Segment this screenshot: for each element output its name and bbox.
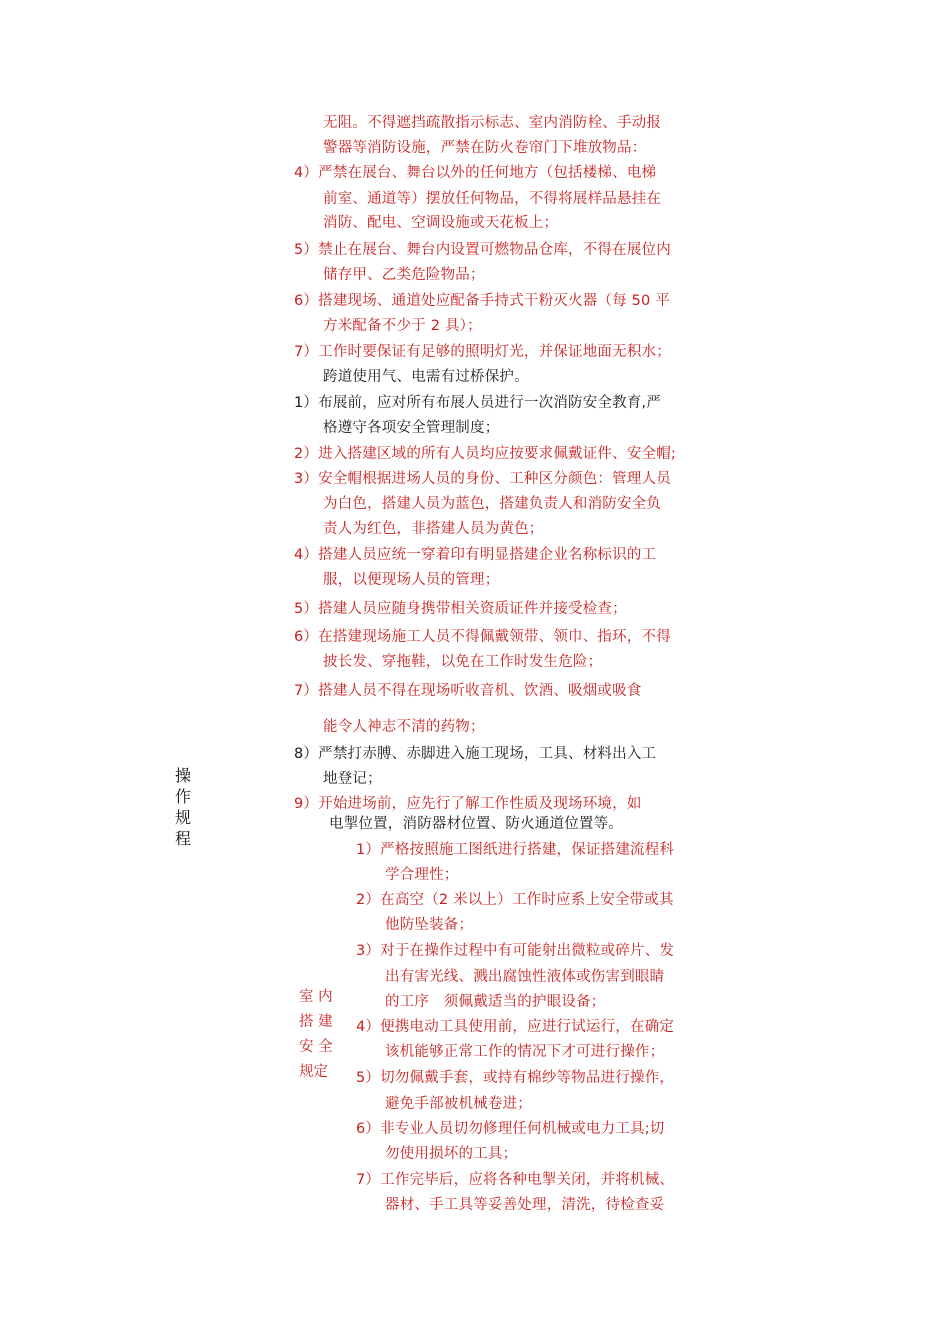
text-line: 服，以便现场人员的管理； [323, 572, 500, 588]
text-line: 1）布展前，应对所有布展人员进行一次消防安全教育,严 [294, 395, 662, 411]
text-line: 7）工作时要保证有足够的照明灯光，并保证地面无积水； [294, 344, 671, 360]
text-line: 披长发、穿拖鞋，以免在工作时发生危险； [323, 654, 603, 670]
text-line: 出有害光线、溅出腐蚀性液体或伤害到眼睛 [385, 969, 665, 985]
side-label-char-1: 操 [174, 766, 191, 785]
text-line: 8）严禁打赤膊、赤脚进入施工现场，工具、材料出入工 [294, 746, 657, 762]
text-line: 5）禁止在展台、舞台内设置可燃物品仓库，不得在展位内 [294, 242, 671, 258]
text-line: 1）严格按照施工图纸进行搭建，保证搭建流程科 [356, 842, 675, 858]
side-label-char-3: 规 [174, 808, 191, 827]
side-label-char-2: 作 [174, 787, 191, 806]
sub-label-line-2: 搭 建 [299, 1014, 333, 1030]
text-line: 5）切勿佩戴手套，或持有棉纱等物品进行操作， [356, 1070, 675, 1086]
text-line: 前室、通道等）摆放任何物品，不得将展样品悬挂在 [323, 191, 662, 207]
text-line: 方米配备不少于 2 具）； [323, 318, 482, 334]
text-line: 5）搭建人员应随身携带相关资质证件并接受检查； [294, 601, 627, 617]
text-line: 学合理性； [385, 867, 459, 883]
text-line: 的工序 须佩戴适当的护眼设备； [385, 994, 606, 1010]
text-line: 6）非专业人员切勿修理任何机械或电力工具;切 [356, 1121, 665, 1137]
text-line: 9）开始进场前，应先行了解工作性质及现场环境，如 [294, 796, 642, 812]
text-line: 6）搭建现场、通道处应配备手持式干粉灭火器（每 50 平 [294, 293, 670, 309]
sub-label-line-4: 规定 [299, 1064, 328, 1080]
text-line: 无阻。不得遮挡疏散指示标志、室内消防栓、手动报 [323, 115, 662, 131]
text-line: 消防、配电、空调设施或天花板上； [323, 215, 559, 231]
text-line: 2）在高空（2 米以上）工作时应系上安全带或其 [356, 892, 674, 908]
text-line: 能令人神志不清的药物； [323, 719, 485, 735]
text-line: 4）严禁在展台、舞台以外的任何地方（包括楼梯、电梯 [294, 165, 657, 181]
text-line: 储存甲、乙类危险物品； [323, 267, 485, 283]
text-line: 电掣位置，消防器材位置、防火通道位置等。 [329, 816, 623, 832]
text-line: 地登记； [323, 771, 382, 787]
text-line: 勿使用损坏的工具； [385, 1146, 518, 1162]
text-line: 4）搭建人员应统一穿着印有明显搭建企业名称标识的工 [294, 547, 657, 563]
text-line: 该机能够正常工作的情况下才可进行操作； [385, 1044, 665, 1060]
text-line: 3）对于在操作过程中有可能射出微粒或碎片、发 [356, 943, 675, 959]
text-line: 避免手部被机械卷进； [385, 1096, 532, 1112]
text-line: 4）便携电动工具使用前，应进行试运行，在确定 [356, 1019, 675, 1035]
text-line: 警器等消防设施，严禁在防火卷帘门下堆放物品： [323, 140, 647, 156]
text-line: 3）安全帽根据进场人员的身份、工种区分颜色：管理人员 [294, 471, 671, 487]
text-line: 7）搭建人员不得在现场听收音机、饮酒、吸烟或吸食 [294, 683, 642, 699]
sub-label-line-3: 安 全 [299, 1039, 333, 1055]
text-line: 责人为红色，非搭建人员为黄色； [323, 521, 544, 537]
text-line: 7）工作完毕后，应将各种电掣关闭，并将机械、 [356, 1172, 675, 1188]
text-line: 2）进入搭建区域的所有人员均应按要求佩戴证件、安全帽; [294, 446, 677, 462]
text-line: 跨道使用气、电需有过桥保护。 [323, 369, 529, 385]
text-line: 6）在搭建现场施工人员不得佩戴领带、领巾、指环，不得 [294, 629, 671, 645]
text-line: 他防坠装备； [385, 917, 474, 933]
text-line: 器材、手工具等妥善处理，清洗，待检查妥 [385, 1197, 665, 1213]
text-line: 为白色，搭建人员为蓝色，搭建负责人和消防安全负 [323, 496, 662, 512]
sub-label-line-1: 室 内 [299, 989, 333, 1005]
side-label-char-4: 程 [174, 829, 191, 848]
text-line: 格遵守各项安全管理制度； [323, 420, 500, 436]
